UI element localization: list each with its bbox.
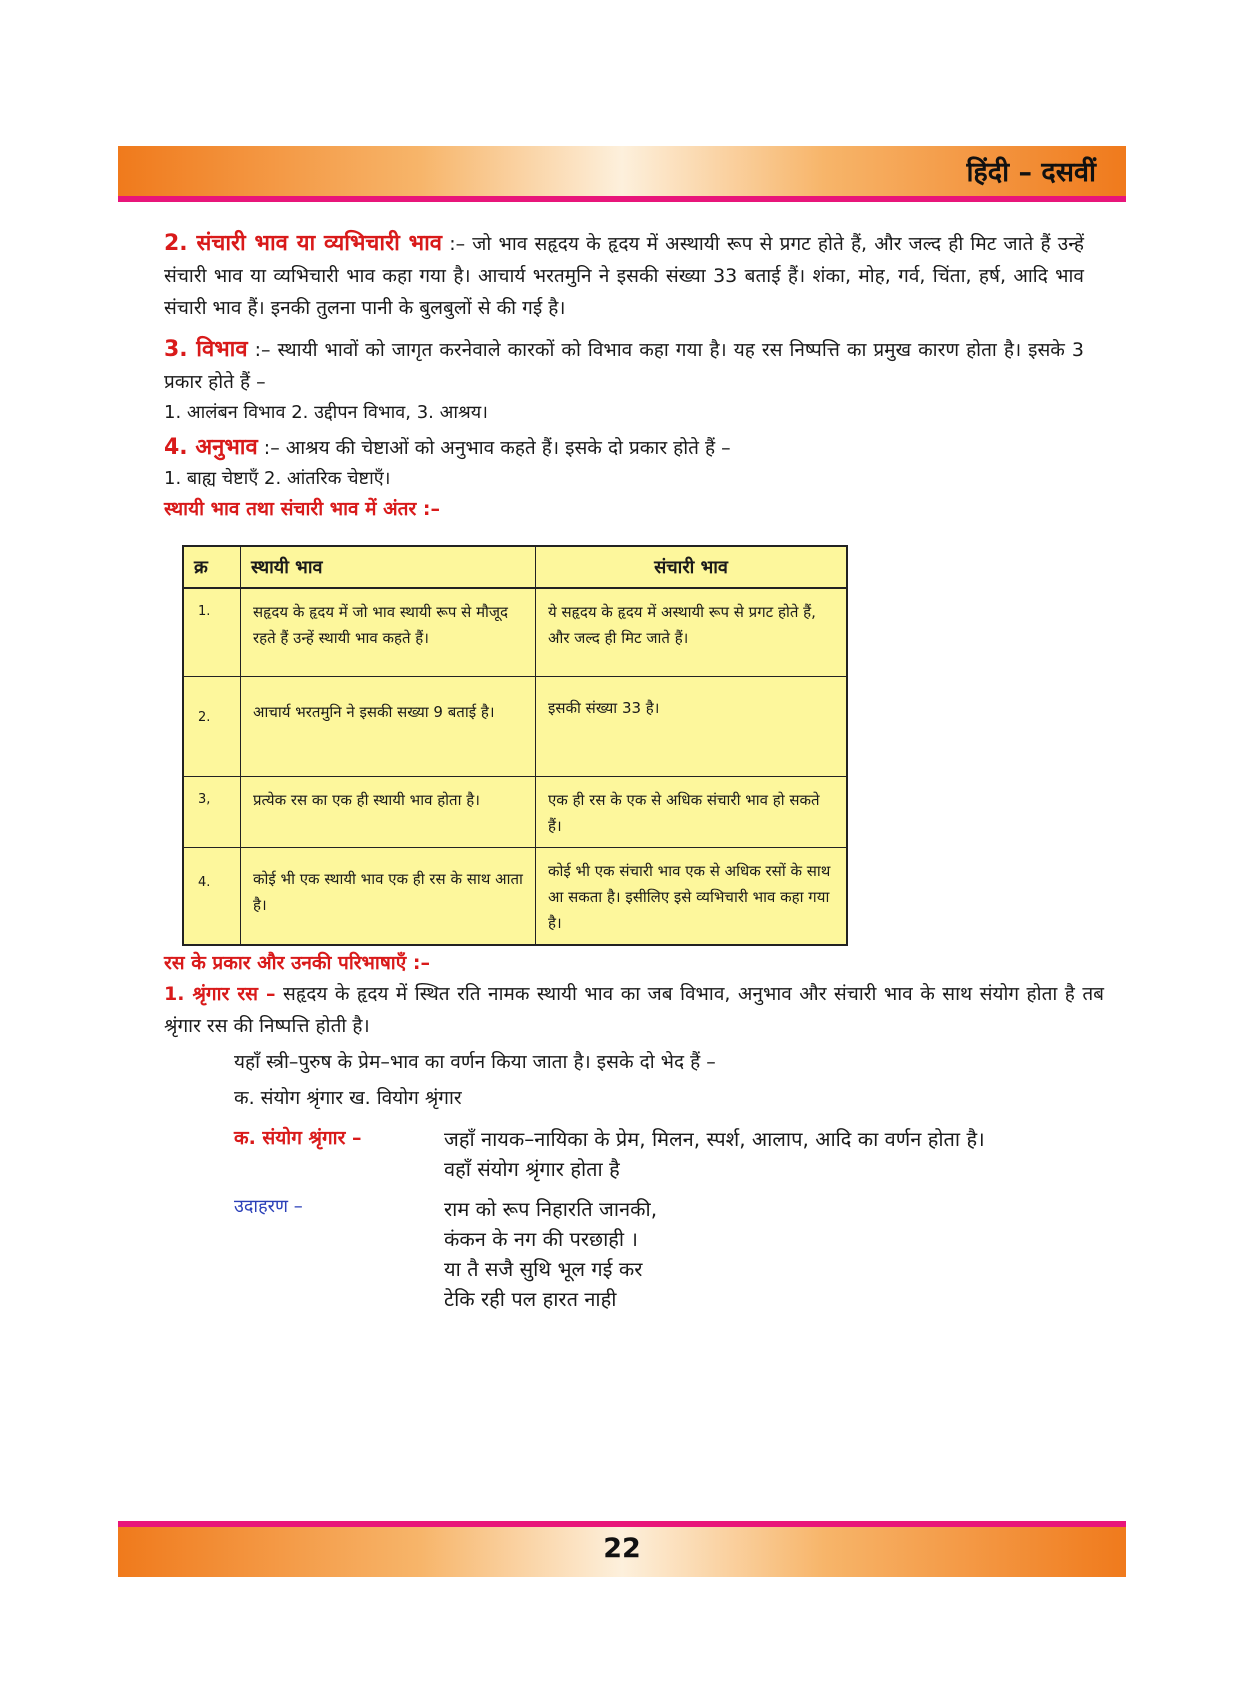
anubhav-heading: 4. अनुभाव [164,435,258,460]
header-num: क्र [183,546,241,588]
table-row [183,588,847,676]
row-sanchari: कोई भी एक संचारी भाव एक से अधिक रसों के साथ आ सकता है। इसीलिए इसे व्यभिचारी भाव कहा गया है। [548,861,831,932]
row-sanchari: एक ही रस के एक से अधिक संचारी भाव हो सकते हैं। [536,776,848,847]
vibhav-paragraph [164,334,1084,398]
ras-types-heading: रस के प्रकार और उनकी परिभाषाएँ :– [164,952,430,974]
poem-line: राम को रूप निहारति जानकी, [444,1197,658,1221]
poem-line: या तै सजै सुथि भूल गई कर [444,1257,643,1281]
vibhav-text: :– स्थायी भावों को जागृत करनेवाले कारकों को विभाव कहा गया है। यह रस निष्पत्ति का प्रमुख कारण होता है। इसके 3 प्रकार होते हैं – [164,339,1084,393]
sanchari-paragraph [164,228,1084,324]
vibhav-heading: 3. विभाव [164,337,248,362]
row-num: 2. [183,676,241,776]
table-row [183,676,847,776]
row-sthayi: आचार्य भरतमुनि ने इसकी सख्या 9 बताई है। [241,676,536,776]
row-sanchari: ये सहृदय के हृदय में अस्थायी रूप से प्रगट होते हैं, और जल्द ही मिट जाते हैं। [536,588,848,676]
row-sthayi: सहृदय के हृदय में जो भाव स्थायी रूप से मौजूद रहते हैं उन्हें स्थायी भाव कहते हैं। [241,588,536,676]
vibhav-list: 1. आलंबन विभाव 2. उद्दीपन विभाव, 3. आश्रय। [164,402,489,423]
example-row [164,1194,1104,1314]
table-row [183,776,847,847]
row-num: 1. [183,588,241,676]
row-sthayi: कोई भी एक स्थायी भाव एक ही रस के साथ आता है। [241,847,536,945]
poem-line: टेकि रही पल हारत नाही [444,1287,617,1311]
page-number: 22 [603,1533,641,1564]
ras-types-section [164,948,1104,1314]
header-title: हिंदी – दसवीं [966,157,1096,188]
shringar-paragraph [164,978,1104,1042]
header-sthayi: स्थायी भाव [241,546,536,588]
sanyog-definition [444,1124,985,1184]
anubhav-paragraph [164,432,1084,464]
row-sanchari: इसकी संख्या 33 है। [536,676,848,776]
sanyog-label: क. संयोग श्रृंगार – [234,1127,362,1149]
row-num: 3, [183,776,241,847]
shringar-desc: यहाँ स्त्री–पुरुष के प्रेम–भाव का वर्णन किया जाता है। इसके दो भेद हैं – [234,1051,716,1073]
comparison-table [182,545,848,946]
example-poem [444,1194,657,1314]
poem-line: कंकन के नग की परछाही । [444,1227,638,1251]
sanchari-heading: 2. संचारी भाव या व्यभिचारी भाव [164,231,442,256]
table-header-row [183,546,847,588]
header-band [118,146,1126,202]
header-sanchari: संचारी भाव [536,546,848,588]
sanyog-line-2: वहाँ संयोग श्रृंगार होता है [444,1157,620,1181]
anubhav-text: :– आश्रय की चेष्टाओं को अनुभाव कहते हैं। इसके दो प्रकार होते हैं – [263,437,731,459]
table-row [183,847,847,945]
shringar-heading: 1. श्रृंगार रस – [164,983,276,1005]
shringar-text: सहृदय के हृदय में स्थित रति नामक स्थायी भाव का जब विभाव, अनुभाव और संचारी भाव के साथ संयोग होता है तब श्रृंगार रस की निष्पत्ति होती है। [164,983,1104,1037]
sanyog-line-1: जहाँ नायक–नायिका के प्रेम, मिलन, स्पर्श, आलाप, आदि का वर्णन होता है। [444,1127,985,1151]
anubhav-list: 1. बाह्य चेष्टाएँ 2. आंतरिक चेष्टाएँ। [164,468,391,489]
example-label: उदाहरण – [234,1196,303,1217]
sanyog-row [164,1124,1104,1184]
difference-heading: स्थायी भाव तथा संचारी भाव में अंतर :– [164,498,440,520]
row-num: 4. [198,874,211,890]
sanchari-text: :– जो भाव सहृदय के हृदय में अस्थायी रूप से प्रगट होते हैं, और जल्द ही मिट जाते हैं उन्हें संचारी भाव या व्यभिचारी भाव कहा गया है। आचार्य भरतमुनि ने इसकी संख्या 33 बताई हैं। शंका, मोह, गर्व, चिंता, हर्ष, आदि भाव संचारी भाव हैं। इनकी तुलना पानी के बुलबुलों से की गई है। [164,233,1084,319]
row-sthayi: प्रत्येक रस का एक ही स्थायी भाव होता है। [241,776,536,847]
main-content [164,228,1084,524]
footer-band [118,1521,1126,1577]
shringar-types: क. संयोग श्रृंगार ख. वियोग श्रृंगार [234,1087,462,1109]
